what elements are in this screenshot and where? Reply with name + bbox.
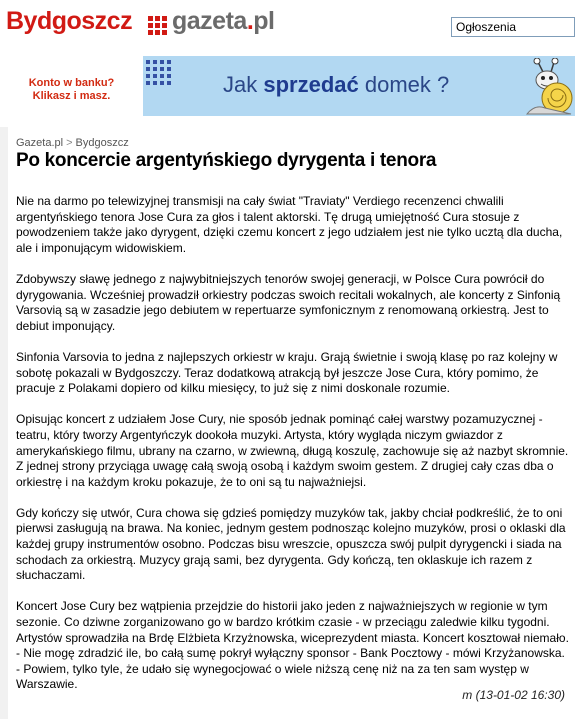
article-paragraph: Sinfonia Varsovia to jedna z najlepszych orkiestr w kraju. Grają świetnie i swoją klasę po raz kolejny w sobotę pokazali w Bydgoszczy. Teraz dodatkową atrakcją był jeszcze Jose Cura, który pomimo, że pracuje z Polakami dopiero od kilku miesięcy, to już się z nimi doskonale rozumie. [16,349,558,396]
article-paragraph: Opisując koncert z udziałem Jose Cury, nie sposób jednak pominąć całej warstwy pozamuzycznej - teatru, który tworzy Argentyńczyk dookoła muzyki. Artysta, który wygląda niczym gwiazdor z amerykańskiego filmu, ubrany na czarno, w zwiewną, długą koszulę, zachowuje się aż nazbyt skromnie. Z jednej strony przyciąga uwagę całą swoją osobą i każdym swoim gestem. Z drugiej cały czas dba o orkiestrę i na każdym kroku pokazuje, że to oni są tu najważniejsi. [16,412,569,489]
article-body [16,194,571,709]
grid-dots-icon [146,60,170,84]
article-paragraph: Zdobywszy sławę jednego z najwybitniejszych tenorów swojej generacji, w Polsce Cura powrócił do dyrygowania. Wcześniej prowadził orkiestry podczas swoich recitali wokalnych, ale koncerty z Sinfonią Varsovią są w zasadzie jego debiutem w repertuarze symfonicznym z renomowaną orkiestrą. Jest to debiut imponujący. [16,271,561,333]
article-paragraph: Gdy kończy się utwór, Cura chowa się gdzieś pomiędzy muzyków tak, jakby chciał podkreślić, że to oni pierwsi zasługują na brawa. Na koniec, jednym gestem podnosząc kolejno muzyków, prosi o oklaski dla każdej grupy instrumentów osobno. Podczas bisu wreszcie, opuszcza swój pulpit dyrygencki i siada na schodach za orkiestrą. Muzycy grają sami, bez dyrygenta. Gdy kończą, ten oklaskuje ich razem z słuchaczami. [16,505,566,583]
promo-line-1: Konto w banku? [28,77,115,89]
banner-text-after: domek ? [358,72,450,97]
banner-text-bold: sprzedać [263,72,359,97]
city-logo: Bydgoszcz [6,7,133,35]
gazeta-logo [172,7,274,36]
promo-line-2: Klikasz i masz. [32,90,111,102]
breadcrumb-separator: > [66,137,73,149]
logo-dot-text: . [246,7,254,35]
article-title: Po koncercie argentyńskiego dyrygenta i tenora [16,150,437,171]
snail-illustration [521,58,575,116]
grid-dots-icon [148,16,168,36]
left-rule [0,127,8,719]
breadcrumb [16,137,129,149]
article-paragraph: Nie na darmo po telewizyjnej transmisji na cały świat "Traviaty" Verdiego recenzenci chwalili argentyńskiego tenora Jose Cura za głos i talent aktorski. Tę drugą umiejętność Cura stosuje z powodzeniem także jako dyrygent, dzięki czemu koncert z jego udziałem jest nie tylko ucztą dla ducha, ale i imponującym widowiskiem. [16,194,563,255]
banner-headline [223,72,449,98]
breadcrumb-gazeta[interactable]: Gazeta.pl [16,137,64,149]
article-signature: m (13-01-02 16:30) [462,688,565,702]
logo-tld-text: pl [253,7,275,35]
breadcrumb-bydgoszcz[interactable]: Bydgoszcz [75,137,129,149]
logo-site-text: gazeta [172,7,247,35]
bank-promo [0,77,143,103]
article-paragraph: Koncert Jose Cury bez wątpienia przejdzie do historii jako jeden z najważniejszych w regionie w tym sezonie. Co dziwne zorganizowano go w bardzo krótkim czasie - w przeciągu zaledwie kilku tygodni. Artystów sprowadziła na Brdę Elżbieta Krzyżnowska, wiceprezydent miasta. Koncert kosztował niemało. - Nie mogę zdradzić ile, bo całą sumę pokrył wyłączny sponsor - Bank Pocztowy - mówi Krzyżanowska. - Powiem, tylko tyle, że udało się wynegocjować o wiele niższą cenę niż na za ten sam występ w Warszawie. [16,599,569,692]
banner-text-before: Jak [223,72,264,97]
section-select[interactable]: Ogłoszenia [451,17,575,37]
ad-banner[interactable] [143,56,575,116]
site-header [0,0,575,50]
